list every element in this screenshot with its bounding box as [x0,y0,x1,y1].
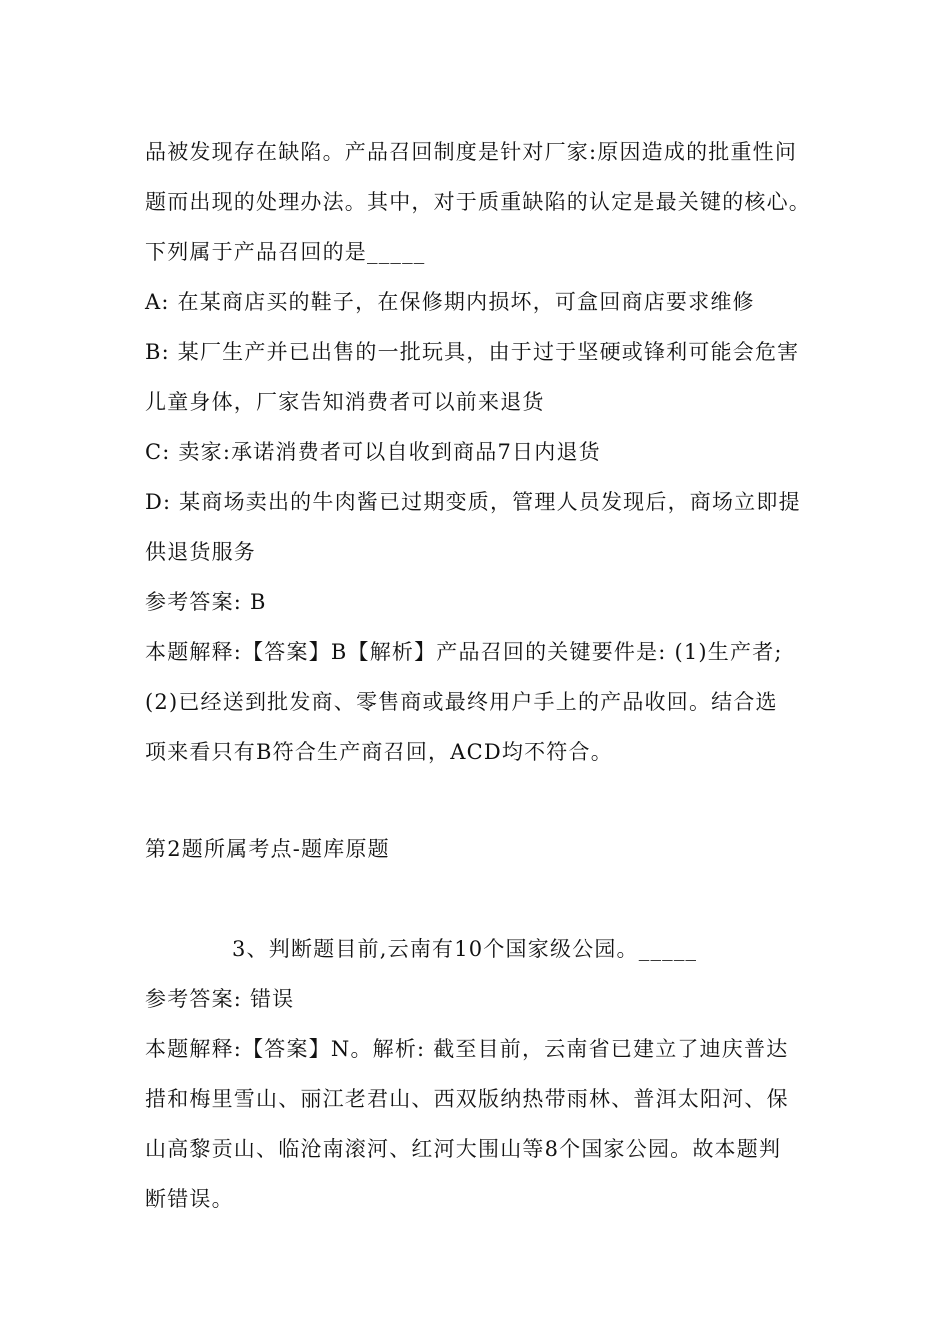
question-3-explanation-line-3: 山高黎贡山、临沧南滚河、红河大围山等8个国家公园。故本题判 [145,1137,782,1161]
question-1-option-c: C: 卖家:承诺消费者可以自收到商品7日内退货 [145,440,601,464]
question-1-stem-line-3: 下列属于产品召回的是_____ [145,240,426,264]
question-3-stem: 3、判断题目前,云南有10个国家级公园。_____ [232,937,698,961]
question-1-option-a: A: 在某商店买的鞋子，在保修期内损坏，可盒回商店要求维修 [145,290,755,314]
question-3-explanation-line-4: 断错误。 [145,1187,234,1211]
question-1-stem-line-2: 题而出现的处理办法。其中，对于质重缺陷的认定是最关键的核心。 [145,190,811,214]
question-1-explanation-line-1: 本题解释:【答案】B【解析】产品召回的关键要件是: (1)生产者; [145,640,783,664]
question-1-option-b-continued: 儿童身体，厂家告知消费者可以前来退货 [145,390,545,414]
question-1-option-d-continued: 供退货服务 [145,540,256,564]
question-1-option-d: D: 某商场卖出的牛肉酱已过期变质，管理人员发现后，商场立即提 [145,490,801,514]
question-1-stem-line-1: 品被发现存在缺陷。产品召回制度是针对厂家:原因造成的批重性问 [145,140,798,164]
question-2-topic-heading: 第2题所属考点-题库原题 [145,837,390,861]
question-1-explanation-line-3: 项来看只有B符合生产商召回，ACD均不符合。 [145,740,613,764]
question-1-explanation-line-2: (2)已经送到批发商、零售商或最终用户手上的产品收回。结合选 [145,690,778,714]
question-1-option-b: B: 某厂生产并已出售的一批玩具，由于过于坚硬或锋利可能会危害 [145,340,800,364]
question-3-answer: 参考答案: 错误 [145,987,295,1011]
question-1-answer: 参考答案: B [145,590,267,614]
question-3-explanation-line-1: 本题解释:【答案】N。解析: 截至目前，云南省已建立了迪庆普达 [145,1037,789,1061]
question-3-explanation-line-2: 措和梅里雪山、丽江老君山、西双版纳热带雨林、普洱太阳河、保 [145,1087,789,1111]
